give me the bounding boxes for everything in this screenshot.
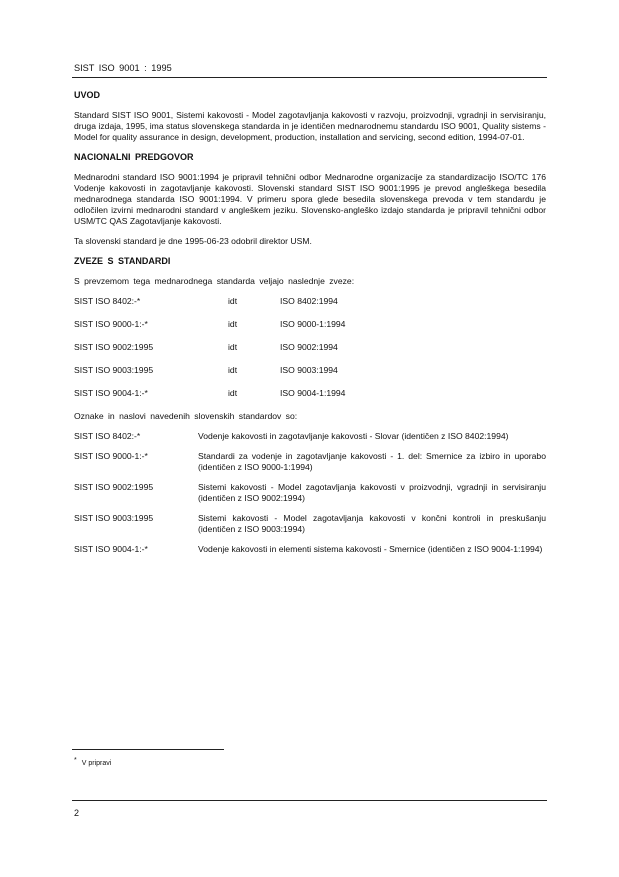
equivalence-row: [74, 319, 546, 330]
standard-title: Vodenje kakovosti in elementi sistema kakovosti - Smernice (identičen z ISO 9004-1:1994): [198, 544, 543, 554]
title-row: [74, 513, 546, 535]
relation: idt: [228, 365, 238, 375]
iso-code: ISO 9000-1:1994: [280, 319, 346, 329]
section-heading-predgovor: NACIONALNI PREDGOVOR: [74, 152, 194, 162]
equivalence-table: [74, 296, 546, 399]
equivalence-row: [74, 296, 546, 307]
relation: idt: [228, 388, 238, 398]
zveze-intro: S prevzemom tega mednarodnega standarda veljajo naslednje zveze:: [74, 276, 355, 286]
titles-intro: Oznake in naslovi navedenih slovenskih standardov so:: [74, 411, 298, 421]
footnote: [74, 757, 111, 767]
sist-code: SIST ISO 9000-1:-*: [74, 319, 148, 329]
footer-rule: [72, 800, 547, 801]
iso-code: ISO 9003:1994: [280, 365, 338, 375]
running-header: SIST ISO 9001 : 1995: [74, 63, 172, 73]
standard-title: Sistemi kakovosti - Model zagotavljanja kakovosti v končni kontroli in preskušanju (identičen z ISO 9003:1994): [198, 513, 546, 534]
page-content: [74, 90, 546, 564]
equivalence-row: [74, 342, 546, 353]
standard-title: Vodenje kakovosti in zagotavljanje kakovosti - Slovar (identičen z ISO 8402:1994): [198, 431, 509, 441]
relation: idt: [228, 342, 238, 352]
titles-list: [74, 431, 546, 555]
standard-code: SIST ISO 9002:1995: [74, 482, 154, 492]
sist-code: SIST ISO 9003:1995: [74, 365, 154, 375]
header-rule: [72, 77, 547, 78]
standard-code: SIST ISO 9003:1995: [74, 513, 154, 523]
page-number: 2: [74, 808, 80, 818]
standard-code: SIST ISO 8402:-*: [74, 431, 141, 441]
iso-code: ISO 9002:1994: [280, 342, 338, 352]
iso-code: ISO 9004-1:1994: [280, 388, 346, 398]
title-row: [74, 482, 546, 504]
standard-title: Sistemi kakovosti - Model zagotavljanja kakovosti v proizvodnji, vgradnji in servisiranju (identičen z ISO 9002:1994): [198, 482, 546, 503]
iso-code: ISO 8402:1994: [280, 296, 338, 306]
section-heading-zveze: ZVEZE S STANDARDI: [74, 256, 171, 266]
section-heading-uvod: UVOD: [74, 90, 101, 100]
footnote-mark: *: [74, 757, 77, 764]
equivalence-row: [74, 365, 546, 376]
sist-code: SIST ISO 9004-1:-*: [74, 388, 148, 398]
title-row: [74, 431, 546, 442]
relation: idt: [228, 296, 238, 306]
predgovor-paragraph: Mednarodni standard ISO 9001:1994 je pripravil tehnični odbor Mednarodne organizacije za standardizacijo ISO/TC 176 Vodenje kakovosti in zagotavljanje kakovosti. Slovenski standard SIST ISO 9001:1995 je prevod angleškega besedila mednarodnega standarda ISO 9001:1994. V primeru spora glede besedila slovenskega prevoda v tem standardu je odločilen izvirni mednarodni standard v angleškem jeziku. Slovensko-angleško izdajo standarda je pripravil tehnični odbor USM/TC QAS Zagotavljanje kakovosti.: [74, 172, 546, 226]
standard-title: Standardi za vodenje in zagotavljanje kakovosti - 1. del: Smernice za izbiro in uporabo (identičen z ISO 9000-1:1994): [198, 451, 546, 472]
approval-paragraph: Ta slovenski standard je dne 1995-06-23 odobril direktor USM.: [74, 236, 312, 246]
relation: idt: [228, 319, 238, 329]
uvod-paragraph: Standard SIST ISO 9001, Sistemi kakovosti - Model zagotavljanja kakovosti v razvoju, proizvodnji, vgradnji in servisiranju, druga izdaja, 1995, ima status slovenskega standarda in je identičen mednarodnemu standardu ISO 9001, Quality sistems - Model for quality assurance in design, development, production, installation and servicing, second edition, 1994-07-01.: [74, 110, 546, 142]
title-row: [74, 451, 546, 473]
footnote-text: V pripravi: [81, 760, 112, 767]
sist-code: SIST ISO 9002:1995: [74, 342, 154, 352]
title-row: [74, 544, 546, 555]
footnote-rule: [72, 749, 224, 750]
standard-code: SIST ISO 9004-1:-*: [74, 544, 148, 554]
sist-code: SIST ISO 8402:-*: [74, 296, 141, 306]
equivalence-row: [74, 388, 546, 399]
standard-code: SIST ISO 9000-1:-*: [74, 451, 148, 461]
